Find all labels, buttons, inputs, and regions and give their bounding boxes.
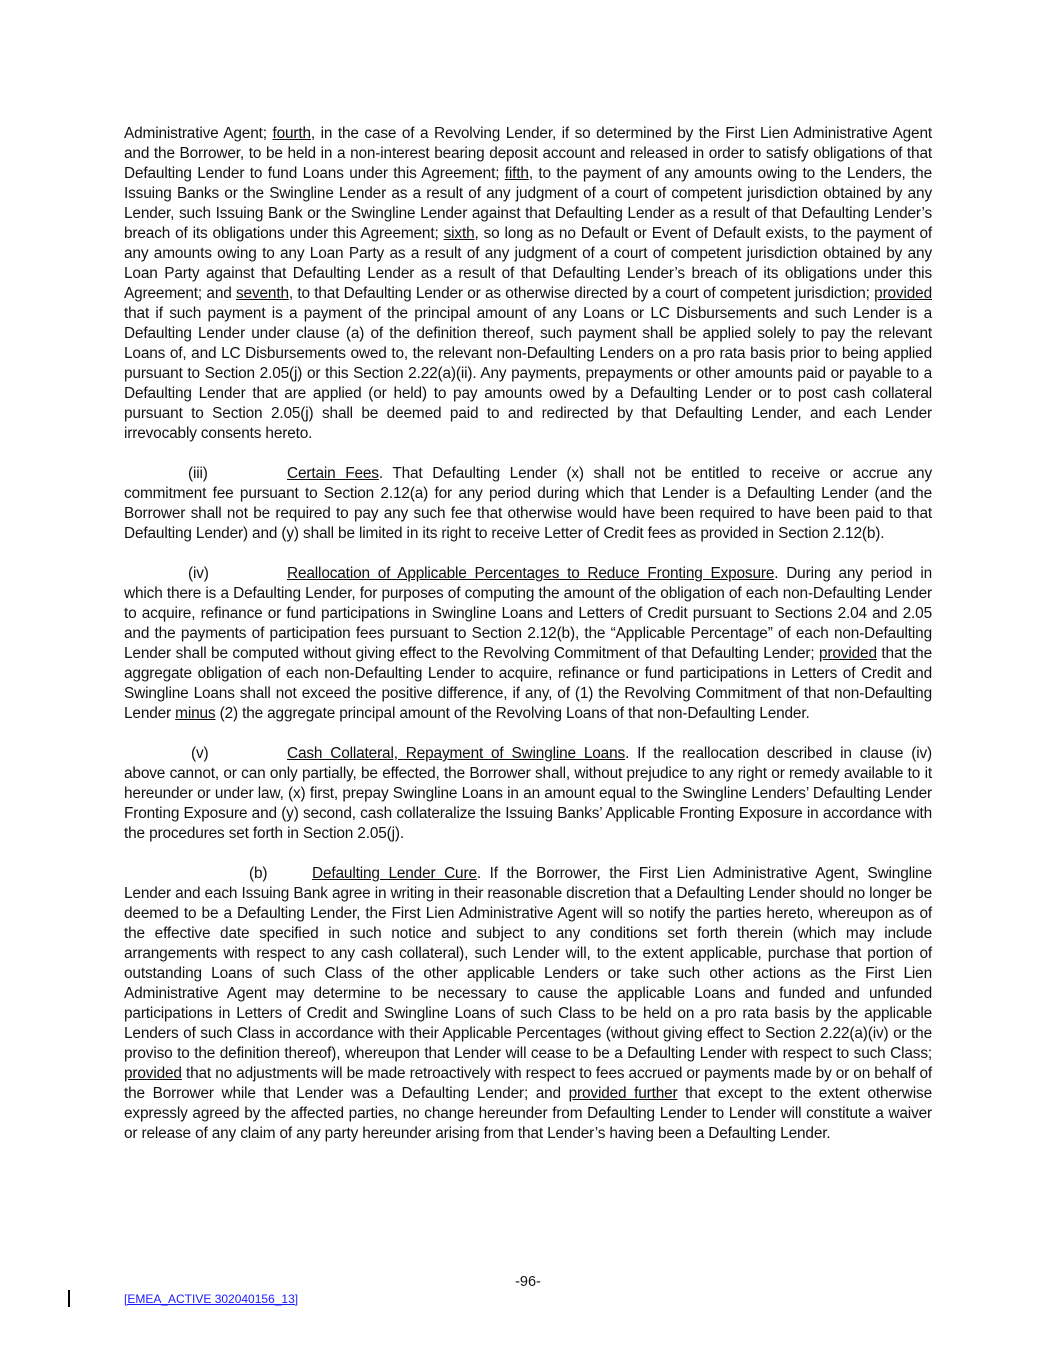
underlined-term: sixth xyxy=(443,225,475,242)
paragraph-b: (b) Defaulting Lender Cure. If the Borrower, the First Lien Administrative Agent, Swingline Lender and each Issuing Bank agree in writing in their reasonable discretion that a Defaulting Lender should no longer be deemed to be a Defaulting Lender, the First Lien Administrative Agent will so notify the parties hereto, whereupon as of the effective date specified in such notice and subject to any conditions set forth therein (which may include arrangements with respect to any cash collateral), such Lender will, to the extent applicable, purchase that portion of outstanding Loans of such Class of the other applicable Lenders or take such other actions as the First Lien Administrative Agent may determine to be necessary to cause the applicable Loans and funded and unfunded participations in Letters of Credit and Swingline Loans of such Class to be held on a pro rata basis by the applicable Lenders of such Class in accordance with their Applicable Percentages (without giving effect to Section 2.22(a)(iv) or the proviso to the definition thereof), whereupon that Lender will cease to be a Defaulting Lender with respect to such Class; provided that no adjustments will be made retroactively with respect to fees accrued or payments made by or on behalf of the Borrower while that Lender was a Defaulting Lender; and provided further that except to the extent otherwise expressly agreed by the affected parties, no change hereunder from Defaulting Lender to Lender will constitute a waiver or release of any claim of any party hereunder arising from that Lender’s having been a Defaulting Lender. xyxy=(124,865,932,1142)
underlined-term: provided further xyxy=(568,1085,678,1102)
underlined-term: provided xyxy=(819,645,877,662)
underlined-term: fourth xyxy=(272,125,311,142)
underlined-term: provided xyxy=(874,285,932,302)
clause-number: (v) xyxy=(191,745,209,762)
underlined-term: seventh xyxy=(236,285,289,302)
paragraph-continuation: Administrative Agent; fourth, in the case of a Revolving Lender, if so determined by the First Lien Administrative Agent and the Borrower, to be held in a non-interest bearing deposit account and released in order to satisfy obligations of that Defaulting Lender to fund Loans under this Agreement; fifth, to the payment of any amounts owing to the Lenders, the Issuing Banks or the Swingline Lender as a result of any judgment of a court of competent jurisdiction obtained by any Lender, such Issuing Bank or the Swingline Lender against that Defaulting Lender as a result of that Defaulting Lender’s breach of its obligations under this Agreement; sixth, so long as no Default or Event of Default exists, to the payment of any amounts owing to any Loan Party as a result of any judgment of a court of competent jurisdiction obtained by any Loan Party against that Defaulting Lender as a result of that Defaulting Lender’s breach of its obligations under this Agreement; and seventh, to that Defaulting Lender or as otherwise directed by a court of competent jurisdiction; provided that if such payment is a payment of the principal amount of any Loans or LC Disbursements and such Lender is a Defaulting Lender under clause (a) of the definition thereof, such payment shall be applied solely to pay the relevant Loans of, and LC Disbursements owed to, the relevant non-Defaulting Lenders on a pro rata basis prior to being applied pursuant to Section 2.05(j) or this Section 2.22(a)(ii). Any payments, prepayments or other amounts paid or payable to a Defaulting Lender that are applied (or held) to pay amounts owed by a Defaulting Lender or to post cash collateral pursuant to Section 2.05(j) shall be deemed paid to and redirected by that Defaulting Lender, and each Lender irrevocably consents hereto. xyxy=(124,125,932,442)
underlined-term: fifth xyxy=(504,165,529,182)
paragraph-iii: (iii) Certain Fees. That Defaulting Lender (x) shall not be entitled to receive or accrue any commitment fee pursuant to Section 2.12(a) for any period during which that Lender is a Defaulting Lender (and the Borrower shall not be required to pay any such fee that otherwise would have been required to have been paid to that Defaulting Lender) and (y) shall be limited in its right to receive Letter of Credit fees as provided in Section 2.12(b). xyxy=(124,465,932,542)
clause-heading: Certain Fees xyxy=(287,465,379,482)
underlined-term: provided xyxy=(124,1065,182,1082)
clause-number: (iv) xyxy=(188,565,209,582)
clause-number: (b) xyxy=(249,865,268,882)
document-body xyxy=(124,124,932,1164)
clause-heading: Defaulting Lender Cure xyxy=(312,865,477,882)
clause-number: (iii) xyxy=(188,465,208,482)
page-number: -96- xyxy=(515,1274,541,1290)
paragraph-v: (v) Cash Collateral, Repayment of Swingline Loans. If the reallocation described in clause (iv) above cannot, or can only partially, be effected, the Borrower shall, without prejudice to any right or remedy available to it hereunder or under law, (x) first, prepay Swingline Loans in an amount equal to the Swingline Lenders’ Defaulting Lender Fronting Exposure and (y) second, cash collateralize the Issuing Banks’ Applicable Fronting Exposure in accordance with the procedures set forth in Section 2.05(j). xyxy=(124,745,932,842)
clause-heading: Cash Collateral, Repayment of Swingline Loans xyxy=(287,745,626,762)
clause-heading: Reallocation of Applicable Percentages to Reduce Fronting Exposure xyxy=(287,565,775,582)
underlined-term: minus xyxy=(175,705,216,722)
paragraph-iv: (iv) Reallocation of Applicable Percentages to Reduce Fronting Exposure. During any period in which there is a Defaulting Lender, for purposes of computing the amount of the obligation of each non-Defaulting Lender to acquire, refinance or fund participations in Swingline Loans and Letters of Credit pursuant to Sections 2.04 and 2.05 and the payments of participation fees pursuant to Section 2.12(b), the “Applicable Percentage” of each non-Defaulting Lender shall be computed without giving effect to the Revolving Commitment of that Defaulting Lender; provided that the aggregate obligation of each non-Defaulting Lender to acquire, refinance or fund participations in Letters of Credit and Swingline Loans shall not exceed the positive difference, if any, of (1) the Revolving Commitment of that non-Defaulting Lender minus (2) the aggregate principal amount of the Revolving Loans of that non-Defaulting Lender. xyxy=(124,565,932,722)
document-id-link[interactable]: [EMEA_ACTIVE 302040156_13] xyxy=(124,1292,299,1306)
revision-change-bar xyxy=(68,1290,70,1307)
